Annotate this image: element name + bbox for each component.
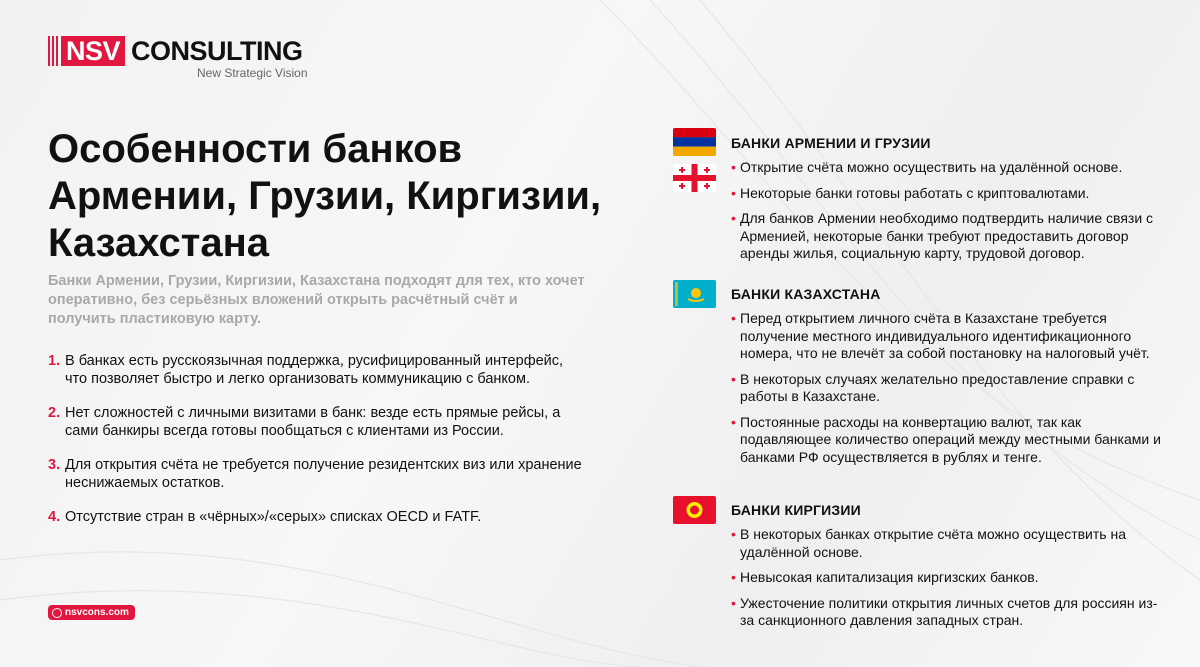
- points-list: [48, 352, 588, 542]
- item-number: 3.: [48, 457, 61, 473]
- georgia-flag-icon: [673, 164, 716, 192]
- list-item: [48, 352, 588, 388]
- section-kazakhstan: [731, 286, 1171, 474]
- kazakhstan-flag-icon: [673, 280, 716, 308]
- bullet: • Открытие счёта можно осуществить на удалённой основе.: [731, 159, 1171, 177]
- bullet: • Постоянные расходы на конвертацию валют, так как подавляющее количество операций между местными банками и банками РФ осуществляется в рублях и тенге.: [731, 414, 1171, 467]
- section-kyrgyzstan: [731, 502, 1171, 638]
- item-text: Отсутствие стран в «чёрных»/«серых» списках OECD и FATF.: [65, 509, 482, 525]
- bullet: • Перед открытием личного счёта в Казахстане требуется получение местного индивидуального идентификационного номера, что не влечёт за собой постановку на налоговый учёт.: [731, 310, 1171, 363]
- website-link[interactable]: [48, 605, 135, 620]
- bullet: • Невысокая капитализация киргизских банков.: [731, 569, 1171, 587]
- bullet: • Некоторые банки готовы работать с криптовалютами.: [731, 185, 1171, 203]
- item-number: 2.: [48, 405, 61, 421]
- lead-paragraph: Банки Армении, Грузии, Киргизии, Казахстана подходят для тех, кто хочет оперативно, без серьёзных вложений открыть расчётный счёт и получить пластиковую карту.: [48, 273, 585, 327]
- logo-bars: [48, 36, 58, 66]
- item-text: Нет сложностей с личными визитами в банк: везде есть прямые рейсы, а сами банкиры всегда готовы пообщаться с клиентами из России.: [65, 405, 561, 439]
- bullet: • В некоторых банках открытие счёта можно осуществить на удалённой основе.: [731, 526, 1171, 561]
- logo: [48, 36, 303, 66]
- armenia-flag-icon: [673, 128, 716, 156]
- logo-name: CONSULTING: [131, 36, 303, 66]
- kyrgyzstan-flag-icon: [673, 496, 716, 524]
- list-item: [48, 456, 588, 492]
- bullet: • Ужесточение политики открытия личных счетов для россиян из-за санкционного давления западных стран.: [731, 595, 1171, 630]
- section-title: БАНКИ КАЗАХСТАНА: [731, 286, 881, 302]
- list-item: [48, 404, 588, 440]
- bullet: • В некоторых случаях желательно предоставление справки с работы в Казахстане.: [731, 371, 1171, 406]
- logo-mark: NSV: [61, 36, 125, 66]
- globe-icon: [52, 608, 62, 618]
- section-title: БАНКИ КИРГИЗИИ: [731, 502, 861, 518]
- logo-tagline: New Strategic Vision: [197, 66, 308, 80]
- website-text: nsvcons.com: [65, 607, 129, 618]
- item-text: Для открытия счёта не требуется получение резидентских виз или хранение неснижаемых остатков.: [65, 457, 582, 491]
- item-number: 1.: [48, 353, 61, 369]
- item-number: 4.: [48, 509, 61, 525]
- bullet: • Для банков Армении необходимо подтвердить наличие связи с Арменией, некоторые банки требуют предоставить договор аренды жилья, социальную карту, трудовой договор.: [731, 210, 1171, 263]
- list-item: [48, 508, 588, 526]
- item-text: В банках есть русскоязычная поддержка, русифицированный интерфейс, что позволяет быстро и легко организовать коммуникацию с банком.: [65, 353, 564, 387]
- page-title: Особенности банков Армении, Грузии, Киргизии, Казахстана: [48, 127, 602, 265]
- section-armenia-georgia: [731, 135, 1171, 271]
- section-title: БАНКИ АРМЕНИИ И ГРУЗИИ: [731, 135, 931, 151]
